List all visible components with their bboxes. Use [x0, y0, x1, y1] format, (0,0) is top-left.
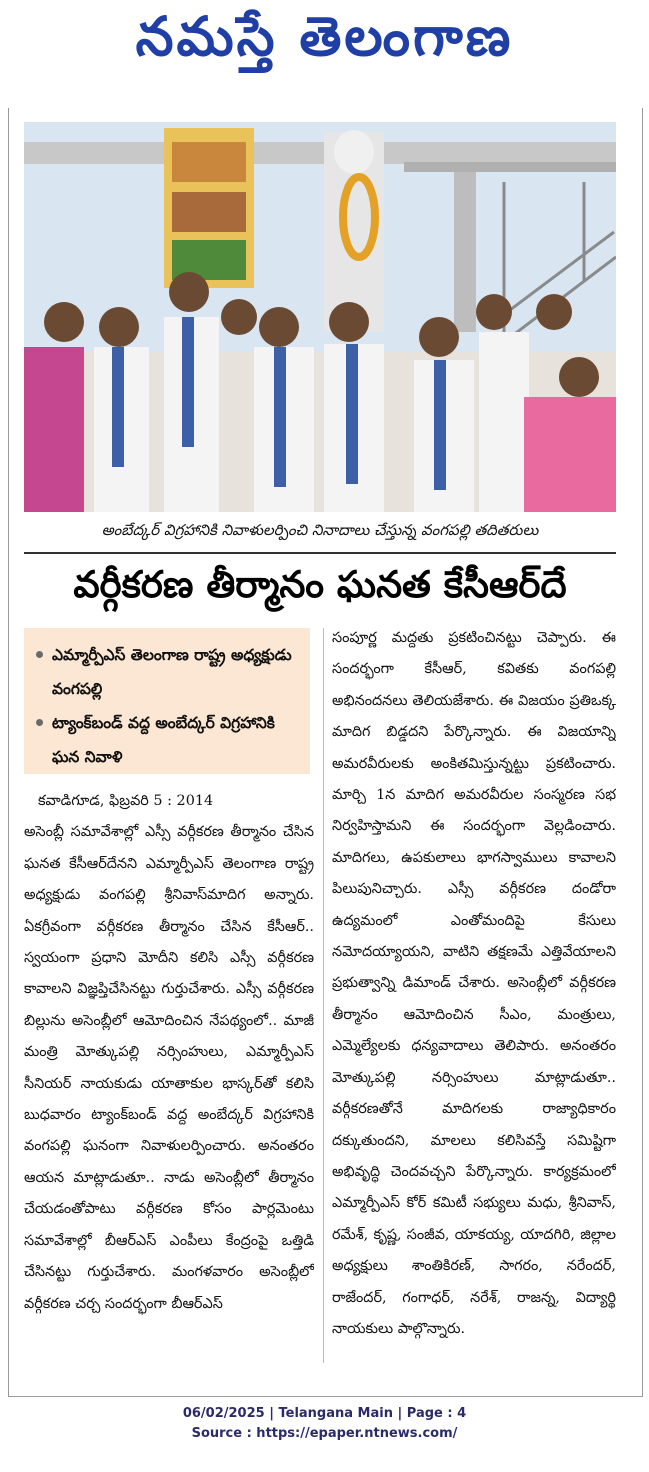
page-footer	[0, 1404, 649, 1444]
photo-caption: అంబేద్కర్ విగ్రహానికి నివాళులర్పించి నినాదాలు చేస్తున్న వంగపల్లి తదితరులు	[101, 521, 539, 539]
highlight-text: ట్యాంక్‌బండ్ వద్ద అంబేద్కర్ విగ్రహానికి ఘన నివాళి	[52, 714, 275, 766]
article-column-left	[24, 786, 314, 1366]
highlights-box	[24, 628, 310, 774]
masthead	[0, 0, 649, 86]
news-photo	[24, 122, 616, 512]
article-dateline: కవాడిగూడ, ఫిబ్రవరి 5 : 2014	[38, 793, 214, 809]
article-column-right	[332, 623, 616, 1373]
headline: వర్గీకరణ తీర్మానం ఘనత కేసీఆర్‌దే	[73, 561, 567, 606]
newspaper-logo-title: నమస్తే తెలంగాణ	[135, 4, 514, 68]
footer-source-link[interactable]: Source : https://epaper.ntnews.com/	[191, 1426, 458, 1441]
caption-divider	[24, 552, 616, 554]
footer-date-edition: 06/02/2025 | Telangana Main | Page : 4	[182, 1406, 467, 1421]
bullet-icon	[36, 651, 43, 658]
highlight-item	[34, 638, 298, 706]
article-text-left: అసెంబ్లీ సమావేశాల్లో ఎస్సీ వర్గీకరణ తీర్మానం చేసిన ఘనత కేసీఆర్‌దేనని ఎమ్మార్పీఎస్ తెలంగాణ రాష్ట్ర అధ్యక్షుడు వంగపల్లి శ్రీనివాస్‌మాదిగ అన్నారు. ఏకగ్రీవంగా వర్గీకరణ తీర్మానం చేసిన కేసీఆర్.. స్వయంగా ప్రధాని మోదీని కలిసి ఎస్సీ వర్గీకరణ కావాలని విజ్ఞప్తిచేసినట్టు గుర్తుచేశారు. ఎస్సీ వర్గీకరణ బిల్లును అసెంబ్లీలో ఆమోదించిన నేపథ్యంలో.. మాజీ మంత్రి మోత్కుపల్లి నర్సింహులు, ఎమ్మార్పీఎస్ సీనియర్ నాయకుడు యాతాకుల భాస్కర్‌తో కలిసి బుధవారం ట్యాంక్‌బండ్ వద్ద అంబేద్కర్ విగ్రహానికి వంగపల్లి ఘనంగా నివాళులర్పించారు. అనంతరం ఆయన మాట్లాడుతూ.. నాడు అసెంబ్లీలో తీర్మానం చేయడంతోపాటు వర్గీకరణ కోసం పార్లమెంటు సమావేశాల్లో బీఆర్‌ఎస్ ఎంపీలు కేంద్రంపై ఒత్తిడి చేసినట్టు గుర్తుచేశారు. మంగళవారం అసెంబ్లీలో వర్గీకరణ చర్చ సందర్భంగా బీఆర్‌ఎస్	[24, 824, 314, 1312]
article-text-right: సంపూర్ణ మద్దతు ప్రకటించినట్టు చెప్పారు. ఈ సందర్భంగా కేసీఆర్, కవితకు వంగపల్లి అభినందనలు తెలియజేశారు. ఈ విజయం ప్రతిఒక్క మాదిగ బిడ్డదని పేర్కొన్నారు. ఈ విజయాన్ని అమరవీరులకు అంకితమిస్తున్నట్టు ప్రకటించారు. మార్చి 1న మాదిగ అమరవీరుల సంస్మరణ సభ నిర్వహిస్తామని ఈ సందర్భంగా వెల్లడించారు. మాదిగలు, ఉపకులాలు భాగస్వాములు కావాలని పిలుపునిచ్చారు. ఎస్సీ వర్గీకరణ దండోరా ఉద్యమంలో ఎంతోమందిపై కేసులు నమోదయ్యాయని, వాటిని తక్షణమే ఎత్తివేయాలని ప్రభుత్వాన్ని డిమాండ్ చేశారు. అసెంబ్లీలో వర్గీకరణ తీర్మానం ఆమోదించిన సీఎం, మంత్రులు, ఎమ్మెల్యేలకు ధన్యవాదాలు తెలిపారు. అనంతరం మోత్కుపల్లి నర్సింహులు మాట్లాడుతూ.. వర్గీకరణతోనే మాదిగలకు రాజ్యాధికారం దక్కుతుందని, మాలలు కలిసివస్తే సమిష్టిగా అభివృద్ధి చెందవచ్చని పేర్కొన్నారు. కార్యక్రమంలో ఎమ్మార్పీఎస్ కోర్ కమిటీ సభ్యులు మధు, శ్రీనివాస్, రమేశ్, కృష్ణ, సంజీవ, యాకయ్య, యాదగిరి, జిల్లాల అధ్యక్షులు శాంతికిరణ్, సాగరం, నరేందర్, రాజేందర్, గంగాధర్, నరేశ్, రాజన్న, విద్యార్థి నాయకులు పాల్గొన్నారు.	[332, 630, 616, 1337]
column-divider	[323, 628, 324, 1363]
photo-icon	[24, 122, 616, 512]
highlight-item	[34, 706, 298, 774]
bullet-icon	[36, 719, 43, 726]
news-clipping	[8, 108, 643, 1397]
highlight-text: ఎమ్మార్పీఎస్ తెలంగాణ రాష్ట్ర అధ్యక్షుడు వంగపల్లి	[52, 646, 292, 698]
